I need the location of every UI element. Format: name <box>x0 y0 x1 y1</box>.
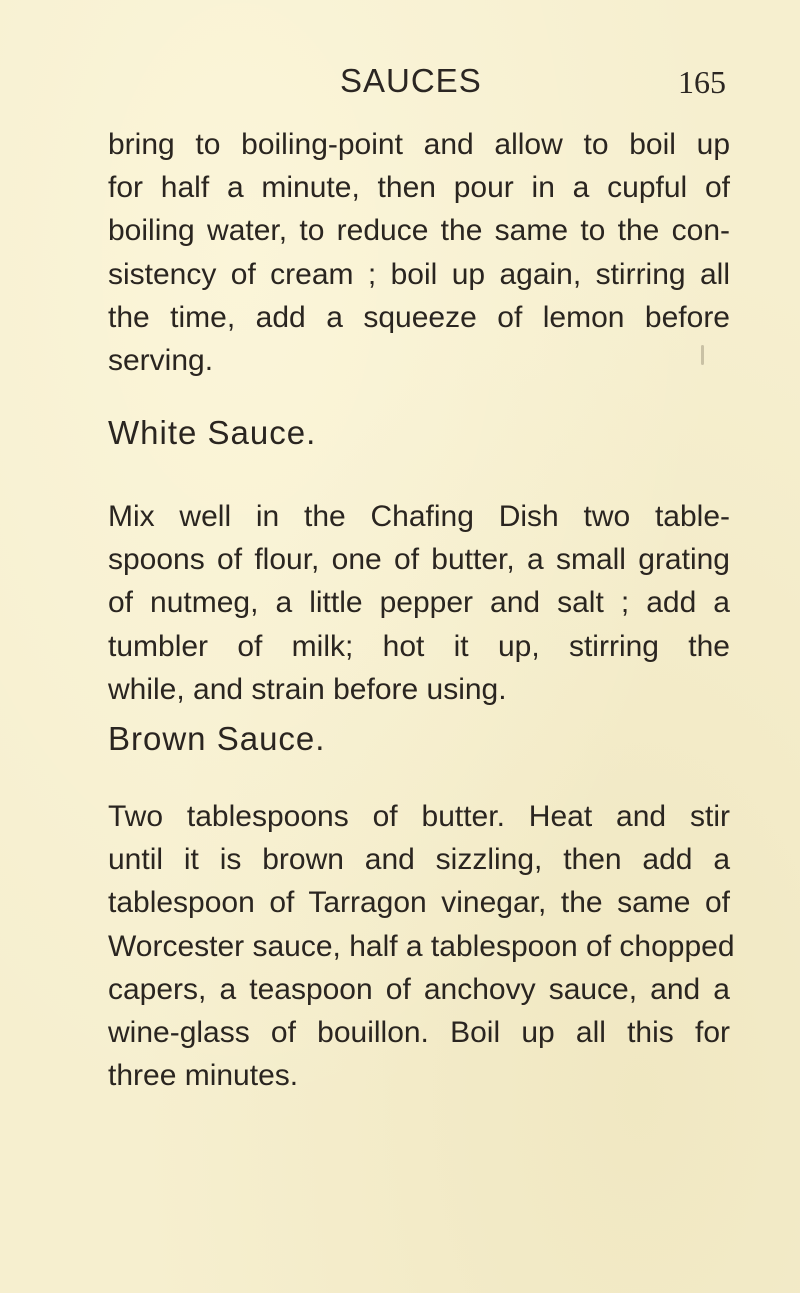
page-number: 165 <box>678 64 726 100</box>
text-line: sistency of cream ; boil up again, stirring all <box>108 257 730 291</box>
text-line: wine-glass of bouillon. Boil up all this for <box>108 1016 730 1050</box>
running-title: SAUCES <box>340 62 482 99</box>
paper-speck <box>701 345 704 365</box>
text-line: until it is brown and sizzling, then add a <box>108 843 730 877</box>
text-line: three minutes. <box>108 1059 299 1093</box>
text-line: capers, a teaspoon of anchovy sauce, and a <box>108 972 730 1006</box>
text-line: Two tablespoons of butter. Heat and stir <box>108 800 730 833</box>
text-line: for half a minute, then pour in a cupful of <box>108 171 730 205</box>
section-heading-white-sauce: White Sauce. <box>108 414 317 451</box>
section-heading-brown-sauce: Brown Sauce. <box>108 720 326 757</box>
text-line: bring to boiling-point and allow to boil up <box>108 128 730 161</box>
text-line: tablespoon of Tarragon vinegar, the same of <box>108 886 730 920</box>
text-line: Worcester sauce, half a tablespoon of chopped <box>108 929 735 963</box>
text-line: of nutmeg, a little pepper and salt ; add a <box>108 586 730 620</box>
running-header <box>108 62 728 112</box>
paragraph-brown-sauce <box>108 795 735 1097</box>
text-line: tumbler of milk; hot it up, stirring the <box>108 629 730 663</box>
text-line: Mix well in the Chafing Dish two table- <box>108 500 730 533</box>
paragraph-continuation <box>108 123 730 382</box>
text-line: while, and strain before using. <box>108 672 507 706</box>
text-line: the time, add a squeeze of lemon before <box>108 300 730 334</box>
paragraph-white-sauce <box>108 495 730 711</box>
text-line: boiling water, to reduce the same to the con- <box>108 214 730 248</box>
text-line: spoons of flour, one of butter, a small grating <box>108 543 730 577</box>
text-line: serving. <box>108 344 214 378</box>
